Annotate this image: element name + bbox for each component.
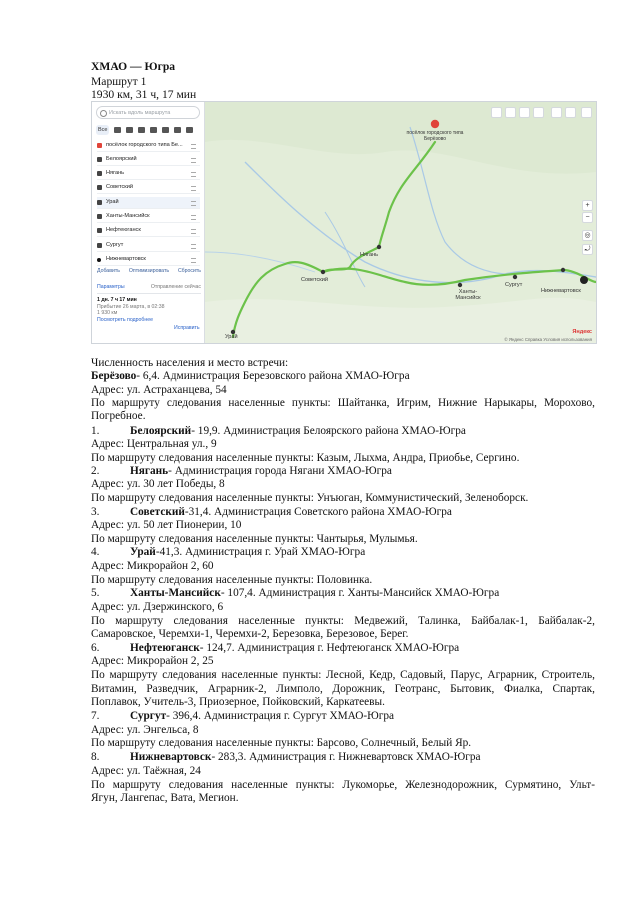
waypoint-item[interactable]: Советский <box>97 182 200 194</box>
entry-heading: 5. Ханты-Мансийск- 107,4. Администрация г. Ханты-Мансийск ХМАО-Югра <box>91 587 500 599</box>
start-marker-icon <box>97 143 102 148</box>
entry-via: По маршруту следования населенные пункты: Шайтанка, Игрим, Нижние Нарыкары, Морохово, <box>91 397 595 409</box>
waypoint-item[interactable]: Нижневартовск <box>97 254 200 266</box>
entry-address: Адрес: ул. Таёжная, 24 <box>91 765 201 777</box>
waypoint-marker-icon <box>97 157 102 162</box>
print-icon[interactable] <box>533 107 544 118</box>
entry-via: По маршруту следования населенные пункты: Медвежий, Талинка, Байбалак-1, Байбалак-2, <box>91 615 595 627</box>
drag-handle-icon[interactable] <box>191 215 196 220</box>
entry-via: По маршруту следования населенные пункты: Половинка. <box>91 574 373 586</box>
traffic-icon[interactable] <box>505 107 516 118</box>
entry-via: Погребное. <box>91 410 146 422</box>
zoom-in-button[interactable]: + <box>582 200 593 211</box>
entry-address: Адрес: ул. 50 лет Пионерии, 10 <box>91 519 242 531</box>
route-options-tabs <box>97 284 201 294</box>
entry-name: Советский <box>130 506 185 518</box>
drag-handle-icon[interactable] <box>191 201 196 206</box>
entry-via: Витамин, Разведчик, Аграрник-2, Лимполо, Дорожник, Геотранс, Бытовик, Фиалка, Спартак, <box>91 683 595 695</box>
entry-name: Нягань <box>130 465 169 477</box>
waypoint-dot[interactable] <box>377 245 381 249</box>
entry-heading: Берёзово- 6,4. Администрация Березовского района ХМАО-Югра <box>91 370 410 382</box>
result-details-link[interactable]: Посмотреть подробнее <box>97 316 154 323</box>
map-label-sovetsky: Советский <box>301 277 328 283</box>
entry-via: Поплавок, Учитель-3, Приозерное, Пойковский, Каркатеевы. <box>91 696 385 708</box>
waypoint-item[interactable]: посёлок городского типа Бе... <box>97 140 200 152</box>
yandex-logo: Яндекс <box>572 329 592 335</box>
route-search-input[interactable] <box>96 106 200 119</box>
map-label-berezovo: посёлок городского типа Берёзово <box>406 130 464 143</box>
waypoint-item[interactable]: Нягань <box>97 168 200 180</box>
map-copyright: © Яндекс Справка Условия использования <box>504 337 592 342</box>
result-arrival: Прибытие 26 марта, в 02:38 <box>97 303 165 310</box>
drag-handle-icon[interactable] <box>191 172 196 177</box>
car-icon[interactable] <box>114 127 121 133</box>
zoom-out-button[interactable]: − <box>582 212 593 223</box>
entry-name: Белоярский <box>130 425 192 437</box>
entry-name: Сургут <box>130 710 167 722</box>
waypoint-marker-icon <box>97 228 102 233</box>
entry-via: Ягун, Лангепас, Вата, Мегион. <box>91 792 239 804</box>
map-label-surgut: Сургут <box>505 282 523 288</box>
truck-icon[interactable] <box>186 127 193 133</box>
map-label-hm: Ханты-Мансийск <box>455 289 481 302</box>
route-actions <box>97 268 201 274</box>
map-drawing <box>205 102 596 343</box>
map-label-nyagan: Нягань <box>360 252 379 258</box>
entry-heading: 7. Сургут- 396,4. Администрация г. Сургут ХМАО-Югра <box>91 710 395 722</box>
map-label-uray: Урай <box>225 334 238 340</box>
route-name: Маршрут 1 <box>91 75 147 88</box>
section-title: Численность населения и место встречи: <box>91 357 289 369</box>
search-placeholder: Искать вдоль маршрута <box>109 110 171 116</box>
add-point-button[interactable]: Добавить <box>97 268 120 274</box>
waypoint-item[interactable]: Сургут <box>97 240 200 252</box>
waypoint-dot[interactable] <box>321 270 325 274</box>
entry-via: По маршруту следования населенные пункты: Барсово, Солнечный, Белый Яр. <box>91 737 472 749</box>
route-panel <box>92 102 205 343</box>
route-result[interactable] <box>97 297 165 323</box>
entry-name: Урай <box>130 546 156 558</box>
drag-handle-icon[interactable] <box>191 186 196 191</box>
route-map-screenshot <box>91 101 597 344</box>
entry-via: По маршруту следования населенные пункты: Унъюган, Коммунистический, Зеленоборск. <box>91 492 529 504</box>
document-title: ХМАО — Югра <box>91 60 176 73</box>
mode-all[interactable]: Все <box>98 127 108 133</box>
result-edit-link[interactable]: Исправить <box>174 325 200 331</box>
entry-address: Адрес: ул. Дзержинского, 6 <box>91 601 224 613</box>
drag-handle-icon[interactable] <box>191 229 196 234</box>
tab-parameters[interactable]: Параметры <box>97 284 125 290</box>
entry-heading: 1. Белоярский- 19,9. Администрация Белоярского района ХМАО-Югра <box>91 425 466 437</box>
entry-name: Нефтеюганск <box>130 642 200 654</box>
result-distance: 1 930 км <box>97 310 118 317</box>
entry-heading: 8. Нижневартовск- 283,3. Администрация г. Нижневартовск ХМАО-Югра <box>91 751 481 763</box>
entry-heading: 4. Урай-41,3. Администрация г. Урай ХМАО-Югра <box>91 546 366 558</box>
route-distance: 1930 км, 31 ч, 17 мин <box>91 88 197 101</box>
waypoint-item[interactable]: Ханты-Мансийск <box>97 211 200 223</box>
waypoint-dot[interactable] <box>513 275 517 279</box>
end-marker-icon <box>97 258 101 262</box>
waypoint-marker-icon <box>97 214 102 219</box>
entry-via: Самаровское, Черемхи-1, Черемхи-2, Березовка, Березовое, Берег. <box>91 628 409 640</box>
waypoint-item[interactable]: Белоярский <box>97 154 200 166</box>
locate-icon[interactable]: ◎ <box>582 230 593 241</box>
walk-icon[interactable] <box>138 127 145 133</box>
entry-heading: 6. Нефтеюганск- 124,7. Администрация г. Нефтеюганск ХМАО-Югра <box>91 642 460 654</box>
entry-via: По маршруту следования населенные пункты: Лукоморье, Железнодорожник, Сурмятино, Ульт- <box>91 779 595 791</box>
map-label-nv: Нижневартовск <box>541 288 581 294</box>
entry-via: По маршруту следования населенные пункты: Казым, Лыхма, Андра, Приобье, Сергино. <box>91 452 520 464</box>
end-pin-icon[interactable] <box>580 276 588 284</box>
entry-via: По маршруту следования населенные пункты: Лесной, Кедр, Садовый, Парус, Аграрник, Строитель, <box>91 669 595 681</box>
menu-icon[interactable] <box>581 107 592 118</box>
scooter-icon[interactable] <box>162 127 169 133</box>
taxi-icon[interactable] <box>174 127 181 133</box>
entry-name: Берёзово <box>91 370 137 382</box>
entry-address: Адрес: ул. 30 лет Победы, 8 <box>91 478 225 490</box>
tab-departure[interactable]: Отправление сейчас <box>150 284 201 290</box>
transport-modes <box>96 124 202 136</box>
rotate-icon[interactable]: ⤾ <box>582 244 593 255</box>
result-time: 1 дн. 7 ч 17 мин <box>97 297 137 303</box>
map-canvas[interactable] <box>205 102 596 343</box>
waypoint-item[interactable]: Урай <box>97 197 200 209</box>
entry-address: Адрес: ул. Астраханцева, 54 <box>91 384 227 396</box>
waypoint-marker-icon <box>97 200 102 205</box>
entry-address: Адрес: Центральная ул., 9 <box>91 438 217 450</box>
bike-icon[interactable] <box>150 127 157 133</box>
bus-icon[interactable] <box>126 127 133 133</box>
entry-address: Адрес: Микрорайон 2, 60 <box>91 560 214 572</box>
search-icon <box>100 110 107 117</box>
reset-button[interactable]: Сбросить <box>177 268 201 274</box>
waypoint-dot[interactable] <box>561 268 565 272</box>
waypoint-marker-icon <box>97 243 102 248</box>
entry-name: Нижневартовск <box>130 751 212 763</box>
ruler-icon[interactable] <box>551 107 562 118</box>
entry-address: Адрес: ул. Энгельса, 8 <box>91 724 199 736</box>
entry-name: Ханты-Мансийск <box>130 587 221 599</box>
entry-via: По маршруту следования населенные пункты: Чантырья, Мулымья. <box>91 533 418 545</box>
entry-heading: 2. Нягань- Администрация города Нягани ХМАО-Югра <box>91 465 392 477</box>
start-pin-icon[interactable] <box>431 120 439 128</box>
entry-heading: 3. Советский-31,4. Администрация Советского района ХМАО-Югра <box>91 506 452 518</box>
waypoint-marker-icon <box>97 171 102 176</box>
layers-icon[interactable] <box>491 107 502 118</box>
drag-handle-icon[interactable] <box>191 244 196 249</box>
drag-handle-icon[interactable] <box>191 144 196 149</box>
optimize-button[interactable]: Оптимизировать <box>128 268 170 274</box>
entry-address: Адрес: Микрорайон 2, 25 <box>91 655 214 667</box>
share-icon[interactable] <box>565 107 576 118</box>
waypoint-item[interactable]: Нефтеюганск <box>97 225 200 237</box>
drag-handle-icon[interactable] <box>191 258 196 263</box>
drag-handle-icon[interactable] <box>191 158 196 163</box>
waypoint-marker-icon <box>97 185 102 190</box>
transport-icon[interactable] <box>519 107 530 118</box>
waypoint-dot[interactable] <box>458 283 462 287</box>
